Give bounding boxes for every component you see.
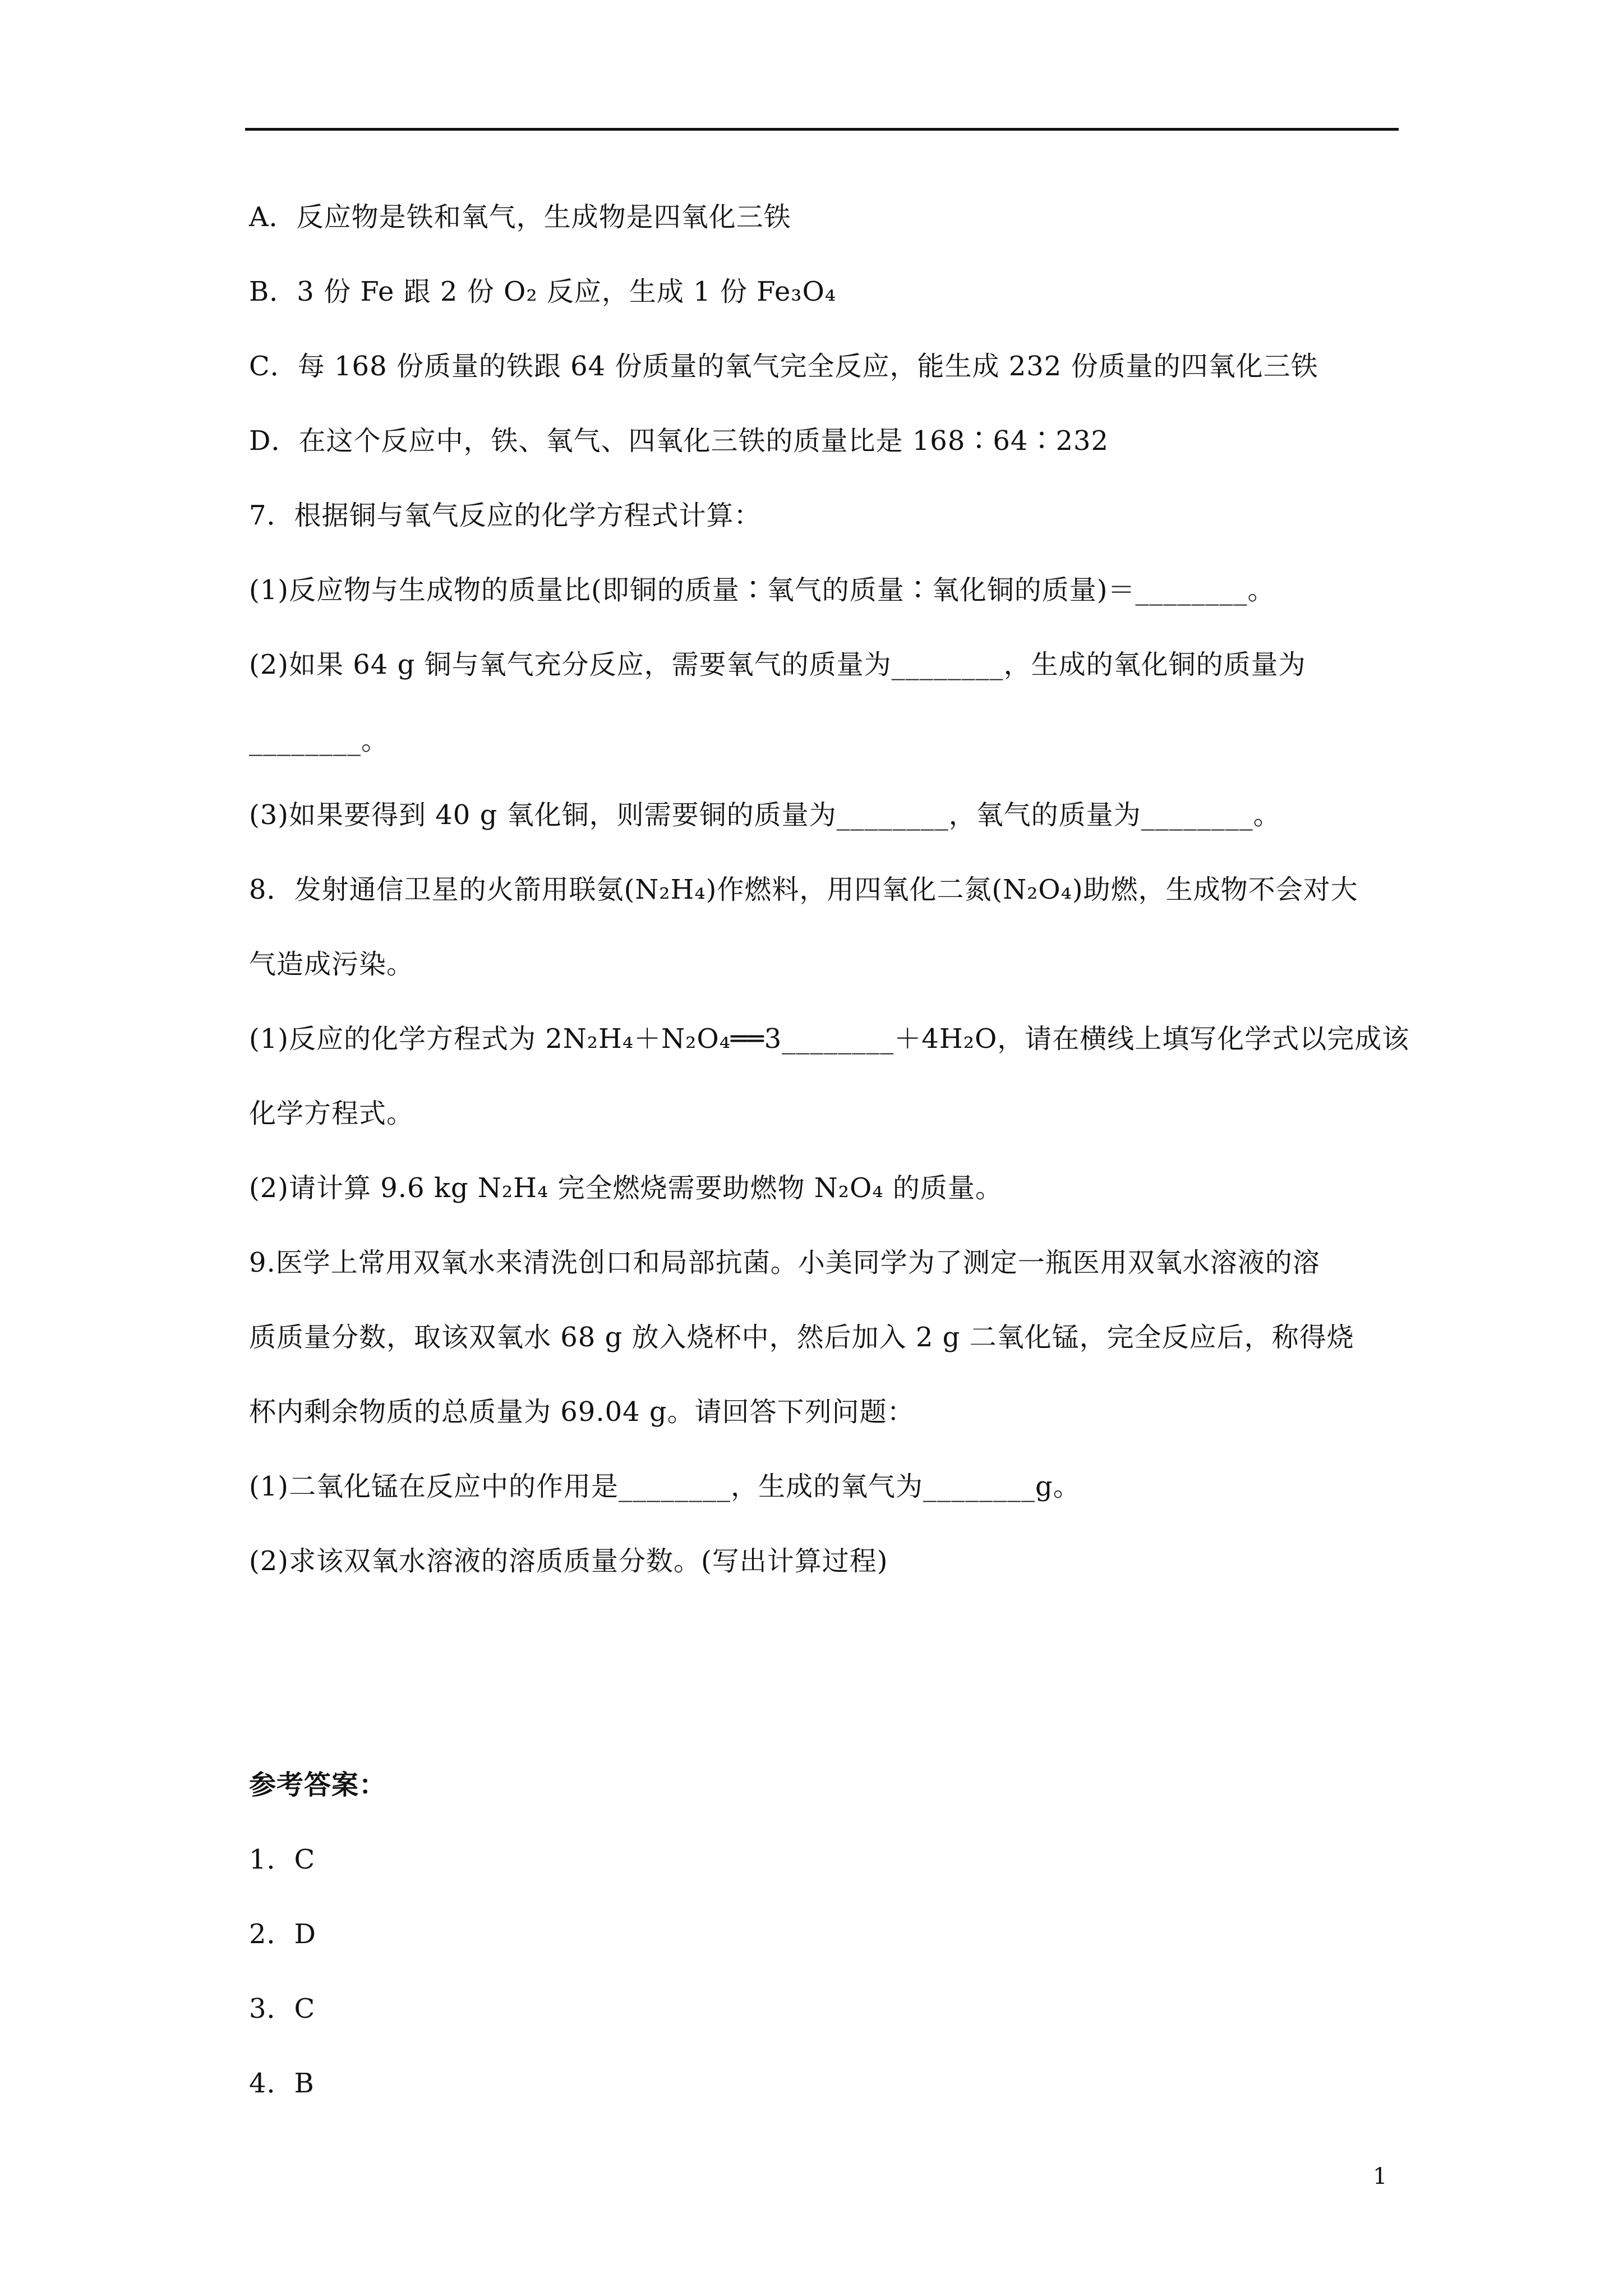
question-7-part-2: (2)如果 64 g 铜与氧气充分反应，需要氧气的质量为________，生成的氧化铜的质量为 bbox=[249, 649, 1306, 680]
question-7: 7．根据铜与氧气反应的化学方程式计算： bbox=[249, 500, 762, 531]
answer-item: 4．B bbox=[249, 2068, 315, 2099]
page-number: 1 bbox=[1373, 2164, 1387, 2189]
question-9-part-2: (2)求该双氧水溶液的溶质质量分数。(写出计算过程) bbox=[249, 1545, 888, 1577]
question-9-cont-1: 质质量分数，取该双氧水 68 g 放入烧杯中，然后加入 2 g 二氧化锰，完全反应后，称得烧 bbox=[249, 1322, 1354, 1353]
answer-item: 1．C bbox=[249, 1844, 316, 1875]
question-8-part-2: (2)请计算 9.6 kg N₂H₄ 完全燃烧需要助燃物 N₂O₄ 的质量。 bbox=[249, 1172, 1003, 1204]
question-7-part-3: (3)如果要得到 40 g 氧化铜，则需要铜的质量为________，氧气的质量为________。 bbox=[249, 799, 1281, 831]
answer-item: 3．C bbox=[249, 1993, 316, 2024]
question-8-cont: 气造成污染。 bbox=[249, 949, 414, 980]
question-8-part-1: (1)反应的化学方程式为 2N₂H₄＋N₂O₄══3________＋4H₂O，请在横线上填写化学式以完成该 bbox=[249, 1023, 1410, 1055]
question-9: 9.医学上常用双氧水来清洗创口和局部抗菌。小美同学为了测定一瓶医用双氧水溶液的溶 bbox=[249, 1247, 1320, 1278]
question-9-cont-2: 杯内剩余物质的总质量为 69.04 g。请回答下列问题： bbox=[249, 1396, 915, 1428]
question-8: 8．发射通信卫星的火箭用联氨(N₂H₄)作燃料，用四氧化二氮(N₂O₄)助燃，生成物不会对大 bbox=[249, 874, 1358, 905]
question-7-part-2-cont: ________。 bbox=[249, 725, 389, 756]
option-d: D．在这个反应中，铁、氧气、四氧化三铁的质量比是 168∶64∶232 bbox=[249, 425, 1109, 457]
question-9-part-1: (1)二氧化锰在反应中的作用是________，生成的氧气为________g。 bbox=[249, 1471, 1081, 1502]
question-7-part-1: (1)反应物与生成物的质量比(即铜的质量∶氧气的质量∶氧化铜的质量)＝________。 bbox=[249, 574, 1275, 606]
header-rule bbox=[245, 128, 1399, 131]
option-b: B．3 份 Fe 跟 2 份 O₂ 反应，生成 1 份 Fe₃O₄ bbox=[249, 276, 837, 307]
question-8-part-1-cont: 化学方程式。 bbox=[249, 1098, 414, 1129]
option-a: A．反应物是铁和氧气，生成物是四氧化三铁 bbox=[249, 201, 791, 233]
answer-item: 2．D bbox=[249, 1918, 317, 1950]
answers-heading: 参考答案： bbox=[249, 1769, 387, 1801]
option-c: C．每 168 份质量的铁跟 64 份质量的氧气完全反应，能生成 232 份质量的四氧化三铁 bbox=[249, 351, 1318, 382]
